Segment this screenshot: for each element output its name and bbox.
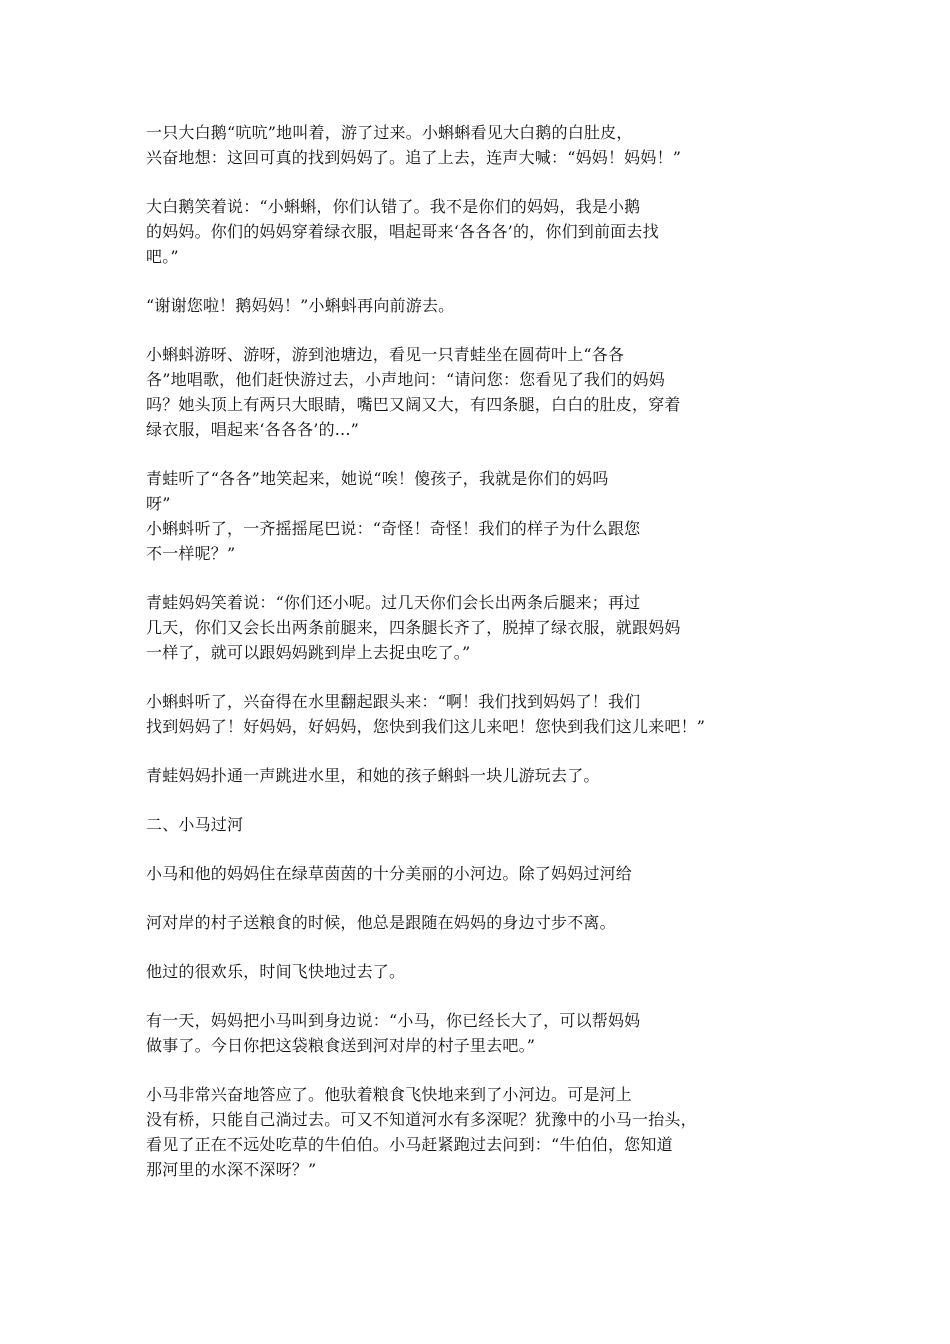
text-line: 青蛙听了“各各”地笑起来，她说“唉！傻孩子，我就是你们的妈吗 (146, 469, 609, 488)
paragraph-4 (146, 342, 766, 442)
text-line: 兴奋地想：这回可真的找到妈妈了。追了上去，连声大喊：“妈妈！妈妈！” (146, 148, 682, 167)
text-line: 河对岸的村子送粮食的时候，他总是跟随在妈妈的身边寸步不离。 (146, 913, 616, 932)
section-heading (146, 812, 766, 837)
text-line: 找到妈妈了！好妈妈，好妈妈，您快到我们这儿来吧！您快到我们这儿来吧！” (146, 717, 706, 736)
text-line: 吗？她头顶上有两只大眼睛，嘴巴又阔又大，有四条腿，白白的肚皮，穿着 (146, 395, 681, 414)
paragraph-3 (146, 293, 766, 318)
text-line: 大白鹅笑着说：“小蝌蝌，你们认错了。我不是你们的妈妈，我是小鹅 (146, 197, 641, 216)
paragraph-14 (146, 1082, 766, 1182)
text-line: 青蛙妈妈扑通一声跳进水里，和她的孩子蝌蚪一块儿游玩去了。 (146, 766, 600, 785)
text-line: 绿衣服，唱起来‘各各各’的...” (146, 420, 360, 439)
text-line: 小蝌蚪听了，兴奋得在水里翻起跟头来：“啊！我们找到妈妈了！我们 (146, 692, 641, 711)
text-line: 不一样呢？” (146, 544, 236, 563)
paragraph-6 (146, 590, 766, 665)
paragraph-11 (146, 910, 766, 935)
text-line: 一只大白鹅“吭吭”地叫着，游了过来。小蝌蝌看见大白鹅的白肚皮， (146, 123, 633, 142)
text-line: 吧。” (146, 247, 179, 266)
paragraph-2 (146, 194, 766, 269)
text-line: 没有桥，只能自己淌过去。可又不知道河水有多深呢？犹豫中的小马一抬头， (146, 1110, 697, 1129)
paragraph-5 (146, 466, 766, 566)
text-line: 做事了。今日你把这袋粮食送到河对岸的村子里去吧。” (146, 1036, 536, 1055)
section-title: 二、小马过河 (146, 815, 244, 834)
text-line: 几天，你们又会长出两条前腿来，四条腿长齐了，脱掉了绿衣服，就跟妈妈 (146, 618, 681, 637)
paragraph-12 (146, 959, 766, 984)
text-line: 一样了，就可以跟妈妈跳到岸上去捉虫吃了。” (146, 643, 471, 662)
paragraph-13 (146, 1008, 766, 1058)
text-line: “谢谢您啦！鹅妈妈！”小蝌蚪再向前游去。 (146, 296, 455, 315)
text-line: 他过的很欢乐，时间飞快地过去了。 (146, 962, 406, 981)
paragraph-7 (146, 689, 766, 739)
text-line: 小蝌蚪游呀、游呀，游到池塘边，看见一只青蛙坐在圆荷叶上“各各 (146, 345, 625, 364)
text-line: 那河里的水深不深呀？” (146, 1160, 317, 1179)
text-line: 青蛙妈妈笑着说：“你们还小呢。过几天你们会长出两条后腿来；再过 (146, 593, 641, 612)
paragraph-8 (146, 763, 766, 788)
paragraph-1 (146, 120, 766, 170)
text-line: 有一天，妈妈把小马叫到身边说：“小马，你已经长大了，可以帮妈妈 (146, 1011, 641, 1030)
paragraph-10 (146, 861, 766, 886)
document-page (146, 120, 766, 1206)
text-line: 小马和他的妈妈住在绿草茵茵的十分美丽的小河边。除了妈妈过河给 (146, 864, 633, 883)
text-line: 看见了正在不远处吃草的牛伯伯。小马赶紧跑过去问到：“牛伯伯，您知道 (146, 1135, 673, 1154)
text-line: 小蝌蚪听了，一齐摇摇尾巴说：“奇怪！奇怪！我们的样子为什么跟您 (146, 519, 641, 538)
text-line: 小马非常兴奋地答应了。他驮着粮食飞快地来到了小河边。可是河上 (146, 1085, 633, 1104)
text-line: 各”地唱歌，他们赶快游过去，小声地问：“请问您：您看见了我们的妈妈 (146, 370, 665, 389)
text-line: 呀” (146, 494, 171, 513)
text-line: 的妈妈。你们的妈妈穿着绿衣服，唱起哥来‘各各各’的，你们到前面去找 (146, 222, 659, 241)
